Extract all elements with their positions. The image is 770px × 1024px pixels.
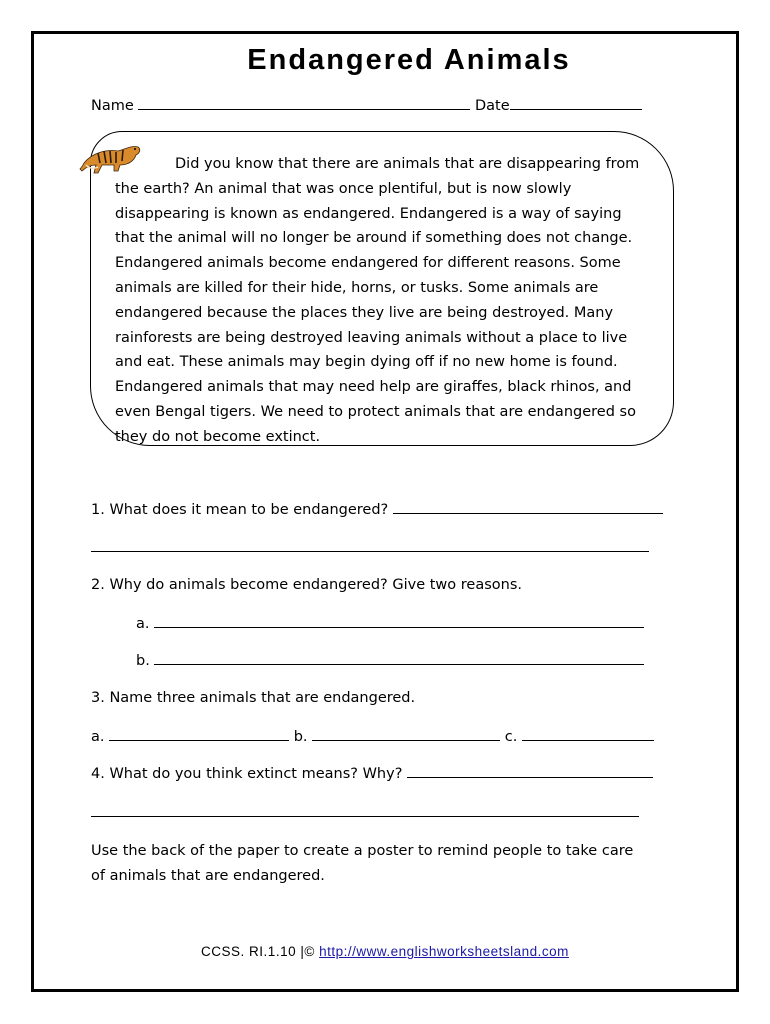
footer-standard: CCSS. RI.1.10 |© [201, 944, 315, 959]
q3a-label: a. [91, 729, 105, 745]
answer-2a-field[interactable] [154, 613, 644, 628]
answer-4-line-2[interactable] [91, 802, 639, 817]
answer-1-line-2[interactable] [91, 537, 649, 552]
q2b-label: b. [136, 653, 150, 669]
answer-1-continuation [91, 537, 649, 558]
question-2b [136, 650, 644, 671]
q3b-label: b. [293, 729, 308, 745]
footer [0, 944, 770, 959]
question-1 [91, 499, 663, 520]
answer-2b-field[interactable] [154, 650, 644, 665]
date-label: Date [475, 98, 510, 114]
website-link[interactable]: http://www.englishworksheetsland.com [319, 944, 569, 959]
answer-4-field[interactable] [407, 763, 653, 778]
q3c-label: c. [504, 729, 518, 745]
passage-text: Did you know that there are animals that are disappearing from the earth? An animal that was once plentiful, but is now slowly disappearing is known as endangered. Endangered is a way of saying that the animal will no longer be around if something does not change. Endangered animals become endangered for different reasons. Some animals are killed for their hide, horns, or tusks. Some animals are endangered because the places they live are being destroyed. Many rainforests are being destroyed leaving animals without a place to live and eat. These animals may begin dying off if no new home is found. Endangered animals that may need help are giraffes, black rhinos, and even Bengal tigers. We need to protect animals that are endangered so they do not become extinct. [115, 156, 640, 445]
name-field[interactable] [138, 95, 470, 110]
answer-3c-field[interactable] [522, 726, 654, 741]
name-label: Name [91, 98, 134, 114]
answer-3a-field[interactable] [109, 726, 289, 741]
question-3 [91, 688, 415, 708]
date-field[interactable] [510, 95, 642, 110]
answer-4-continuation [91, 802, 639, 823]
q2a-label: a. [136, 616, 150, 632]
question-4 [91, 763, 653, 784]
question-3-answers [91, 726, 654, 747]
question-2a [136, 613, 644, 634]
question-4-text: 4. What do you think extinct means? Why? [91, 766, 403, 782]
name-date-row [91, 95, 642, 116]
page-title: Endangered Animals [247, 44, 571, 76]
answer-1-field[interactable] [393, 499, 663, 514]
question-3-text: 3. Name three animals that are endangered. [91, 690, 416, 706]
poster-instruction: Use the back of the paper to create a poster to remind people to take care of animals that are endangered. [91, 843, 634, 884]
tiger-icon [78, 137, 144, 179]
question-1-text: 1. What does it mean to be endangered? [91, 502, 389, 518]
answer-3b-field[interactable] [312, 726, 500, 741]
question-2 [91, 575, 522, 595]
question-2-text: 2. Why do animals become endangered? Give two reasons. [91, 577, 522, 593]
reading-passage [115, 152, 655, 450]
